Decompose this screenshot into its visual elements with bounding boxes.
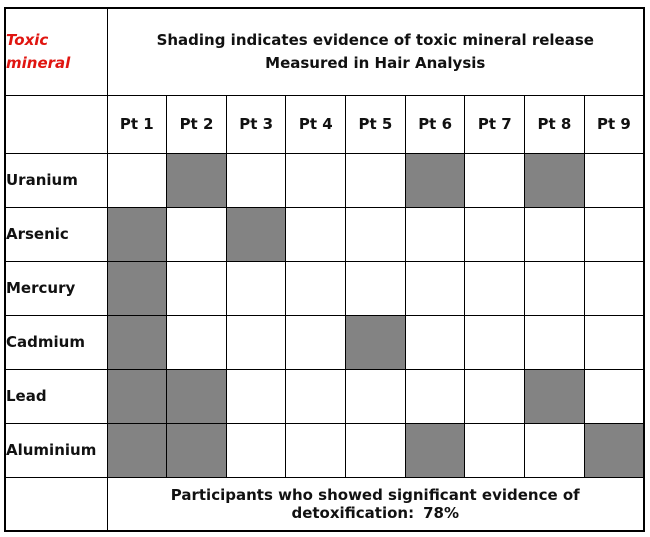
participant-header-pt-2: Pt 2 — [167, 95, 227, 153]
evidence-cell-cadmium-pt5 — [346, 315, 406, 369]
evidence-cell-lead-pt1 — [107, 369, 167, 423]
empty-footer-cell — [5, 477, 107, 531]
participant-header-pt-6: Pt 6 — [405, 95, 465, 153]
evidence-cell-uranium-pt1 — [107, 153, 167, 207]
table-title-line1: Shading indicates evidence of toxic mineral release — [156, 30, 594, 49]
participant-header-row — [5, 95, 644, 153]
participant-header-pt-7: Pt 7 — [465, 95, 525, 153]
evidence-cell-arsenic-pt5 — [346, 207, 406, 261]
evidence-cell-cadmium-pt1 — [107, 315, 167, 369]
evidence-cell-aluminium-pt2 — [167, 423, 227, 477]
evidence-cell-lead-pt9 — [584, 369, 644, 423]
evidence-cell-mercury-pt9 — [584, 261, 644, 315]
participant-header-pt-8: Pt 8 — [525, 95, 585, 153]
evidence-cell-aluminium-pt1 — [107, 423, 167, 477]
evidence-cell-uranium-pt3 — [226, 153, 286, 207]
evidence-cell-uranium-pt8 — [525, 153, 585, 207]
evidence-cell-uranium-pt4 — [286, 153, 346, 207]
evidence-cell-cadmium-pt8 — [525, 315, 585, 369]
mineral-release-table — [4, 7, 645, 532]
evidence-cell-lead-pt8 — [525, 369, 585, 423]
evidence-cell-uranium-pt6 — [405, 153, 465, 207]
evidence-cell-lead-pt3 — [226, 369, 286, 423]
evidence-cell-aluminium-pt9 — [584, 423, 644, 477]
mineral-label-cadmium: Cadmium — [5, 315, 107, 369]
evidence-cell-lead-pt5 — [346, 369, 406, 423]
evidence-cell-uranium-pt7 — [465, 153, 525, 207]
evidence-cell-arsenic-pt3 — [226, 207, 286, 261]
corner-header-toxic-mineral: Toxic mineral — [5, 8, 107, 95]
evidence-cell-arsenic-pt4 — [286, 207, 346, 261]
evidence-cell-arsenic-pt7 — [465, 207, 525, 261]
mineral-label-mercury: Mercury — [5, 261, 107, 315]
evidence-cell-arsenic-pt1 — [107, 207, 167, 261]
footer-summary — [107, 477, 644, 531]
participant-header-pt-9: Pt 9 — [584, 95, 644, 153]
evidence-cell-cadmium-pt4 — [286, 315, 346, 369]
table-row-cadmium — [5, 315, 644, 369]
evidence-cell-mercury-pt3 — [226, 261, 286, 315]
evidence-cell-lead-pt7 — [465, 369, 525, 423]
mineral-rows — [5, 153, 644, 477]
table-row-arsenic — [5, 207, 644, 261]
mineral-label-lead: Lead — [5, 369, 107, 423]
evidence-cell-cadmium-pt9 — [584, 315, 644, 369]
evidence-cell-cadmium-pt3 — [226, 315, 286, 369]
evidence-cell-cadmium-pt7 — [465, 315, 525, 369]
footer-summary-label: Participants who showed significant evidence of detoxification: — [170, 485, 580, 522]
evidence-cell-mercury-pt2 — [167, 261, 227, 315]
mineral-label-aluminium: Aluminium — [5, 423, 107, 477]
table-row-mercury — [5, 261, 644, 315]
table-row-aluminium — [5, 423, 644, 477]
table-title — [107, 8, 644, 95]
evidence-cell-mercury-pt5 — [346, 261, 406, 315]
participant-header-pt-4: Pt 4 — [286, 95, 346, 153]
evidence-cell-mercury-pt8 — [525, 261, 585, 315]
table-row-uranium — [5, 153, 644, 207]
table-row-lead — [5, 369, 644, 423]
participant-header-pt-3: Pt 3 — [226, 95, 286, 153]
footer-summary-value: 78% — [423, 503, 460, 522]
evidence-cell-arsenic-pt8 — [525, 207, 585, 261]
evidence-cell-mercury-pt4 — [286, 261, 346, 315]
evidence-cell-arsenic-pt9 — [584, 207, 644, 261]
evidence-cell-aluminium-pt4 — [286, 423, 346, 477]
evidence-cell-cadmium-pt6 — [405, 315, 465, 369]
evidence-cell-uranium-pt5 — [346, 153, 406, 207]
evidence-cell-mercury-pt7 — [465, 261, 525, 315]
evidence-cell-aluminium-pt7 — [465, 423, 525, 477]
evidence-cell-arsenic-pt6 — [405, 207, 465, 261]
table-title-line2: Measured in Hair Analysis — [265, 53, 486, 72]
evidence-cell-aluminium-pt3 — [226, 423, 286, 477]
evidence-cell-lead-pt6 — [405, 369, 465, 423]
evidence-cell-cadmium-pt2 — [167, 315, 227, 369]
evidence-cell-uranium-pt9 — [584, 153, 644, 207]
evidence-cell-aluminium-pt5 — [346, 423, 406, 477]
evidence-cell-uranium-pt2 — [167, 153, 227, 207]
evidence-cell-lead-pt2 — [167, 369, 227, 423]
empty-corner-cell — [5, 95, 107, 153]
evidence-cell-arsenic-pt2 — [167, 207, 227, 261]
mineral-label-uranium: Uranium — [5, 153, 107, 207]
evidence-cell-mercury-pt1 — [107, 261, 167, 315]
evidence-cell-mercury-pt6 — [405, 261, 465, 315]
title-row — [5, 8, 644, 95]
evidence-cell-lead-pt4 — [286, 369, 346, 423]
mineral-label-arsenic: Arsenic — [5, 207, 107, 261]
evidence-cell-aluminium-pt6 — [405, 423, 465, 477]
evidence-cell-aluminium-pt8 — [525, 423, 585, 477]
footer-row — [5, 477, 644, 531]
participant-header-pt-1: Pt 1 — [107, 95, 167, 153]
participant-header-pt-5: Pt 5 — [346, 95, 406, 153]
